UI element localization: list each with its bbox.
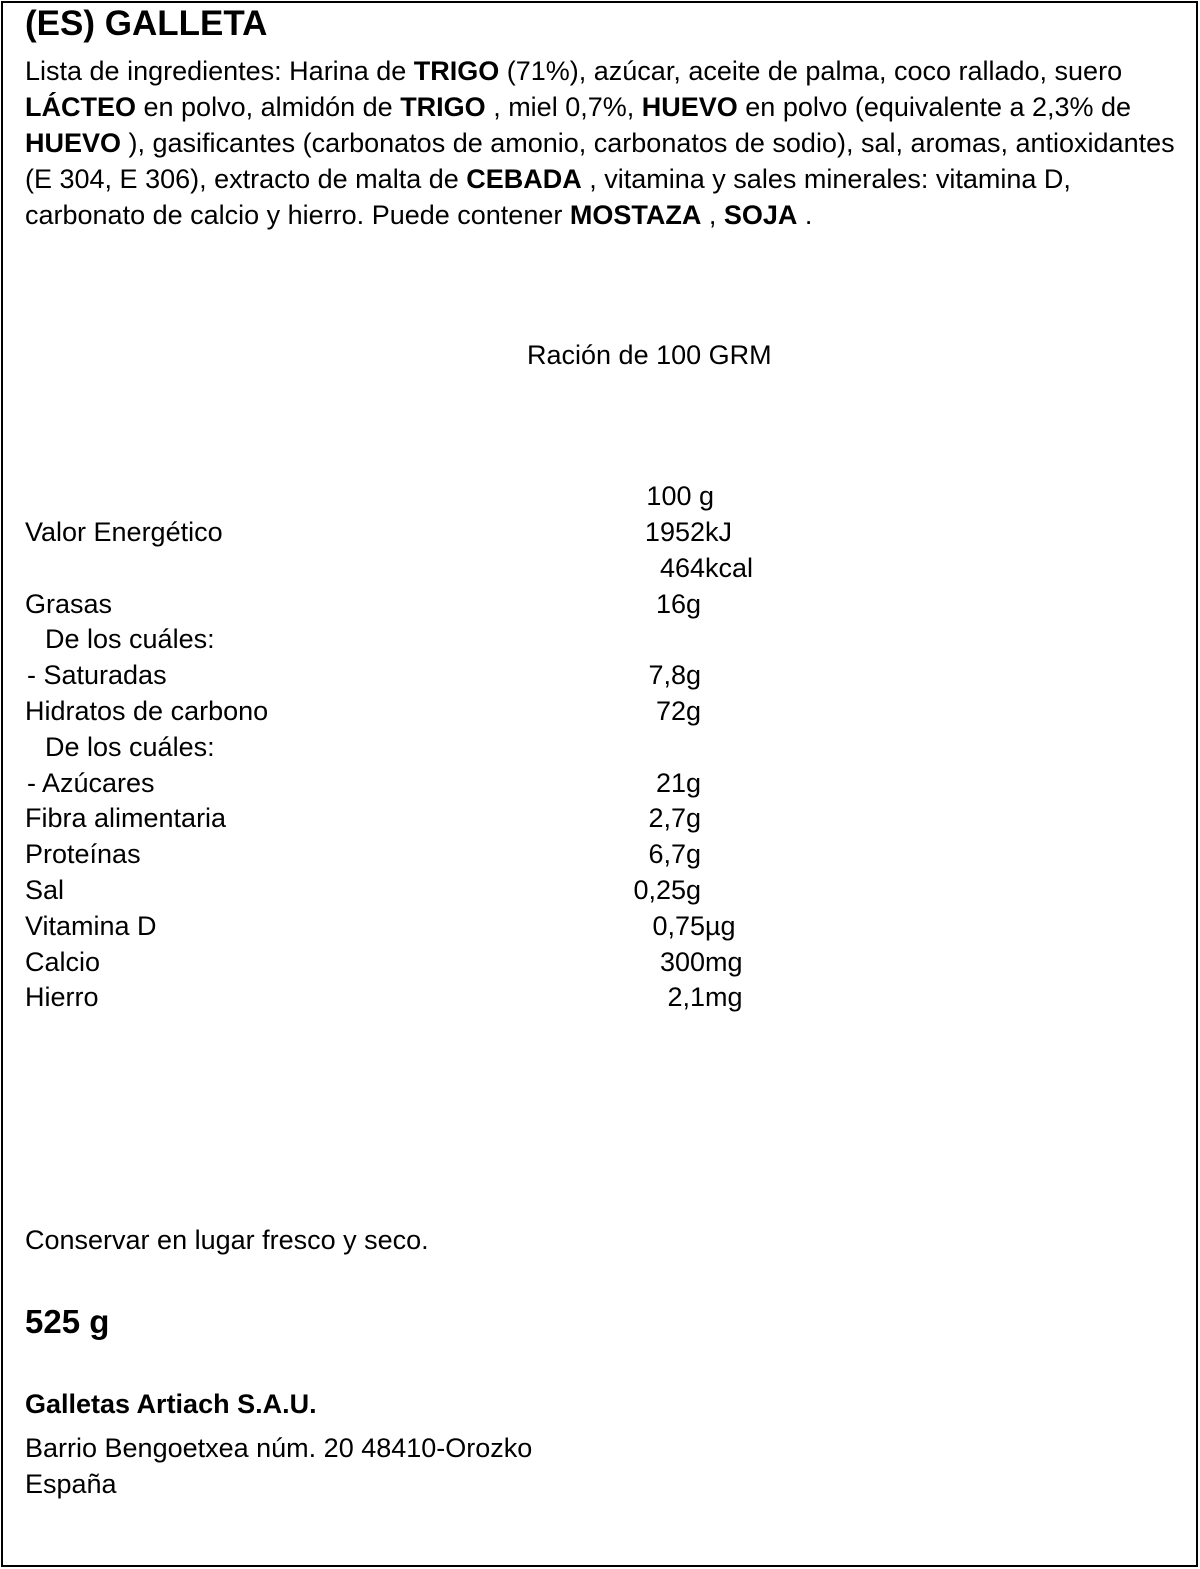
product-title: (ES) GALLETA [25, 4, 268, 43]
nutrient-unit: g [686, 767, 702, 798]
allergen-text: CEBADA [466, 164, 582, 194]
nutrition-row [0, 800, 1200, 836]
nutrition-row [0, 944, 1200, 980]
nutrient-amount: 21 [655, 767, 686, 798]
nutrition-row [0, 621, 1200, 657]
nutrient-amount: 6,7 [648, 839, 686, 870]
nutrition-row [0, 693, 1200, 729]
nutrient-amount: 464 [659, 552, 705, 583]
nutrient-amount: 1952 [644, 517, 705, 547]
company-country: España [25, 1469, 117, 1499]
nutrient-label: Sal [25, 875, 65, 905]
nutrition-row [0, 729, 1200, 765]
nutrient-unit: mg [705, 946, 743, 977]
net-weight: 525 g [25, 1303, 110, 1340]
nutrition-row [0, 979, 1200, 1015]
company-address: Barrio Bengoetxea núm. 20 48410-Orozko [25, 1433, 533, 1463]
nutrient-amount: 300 [659, 946, 705, 977]
allergen-text: TRIGO [413, 56, 500, 86]
ingredient-text: , [701, 200, 724, 230]
allergen-text: LÁCTEO [25, 92, 136, 122]
nutrient-label: Vitamina D [25, 910, 157, 941]
ingredient-text: , vitamina y sales minerales: vitamina D, carbonato de calcio y hierro. Puede contener [25, 164, 1071, 230]
nutrient-label: Grasas [25, 588, 113, 619]
ingredient-text: . [797, 200, 813, 230]
nutrient-unit: µg [705, 910, 736, 941]
nutrition-header: 100 g [646, 481, 714, 511]
ingredient-text: en polvo (equivalente a 2,3% de [737, 92, 1132, 122]
nutrient-unit: g [686, 875, 702, 905]
nutrient-label: Valor Energético [25, 517, 223, 547]
storage-instructions: Conservar en lugar fresco y seco. [25, 1225, 429, 1255]
allergen-text: HUEVO [641, 92, 738, 122]
nutrient-amount: 72 [655, 696, 686, 726]
nutrient-label: Hidratos de carbono [25, 696, 269, 726]
nutrition-row [0, 657, 1200, 693]
nutrient-amount: 16 [655, 588, 686, 619]
ingredient-text: (71%), azúcar, aceite de palma, coco rallado, suero [499, 56, 1123, 86]
allergen-text: MOSTAZA [569, 200, 702, 230]
ingredients-list [25, 53, 1175, 233]
nutrition-row [0, 550, 1200, 586]
nutrition-row [0, 908, 1200, 944]
nutrient-unit: g [686, 696, 702, 726]
nutrient-label: - Saturadas [27, 660, 167, 691]
ingredient-text: ), gasificantes (carbonatos de amonio, carbonatos de sodio), sal, aromas, antioxidantes (E 304, E 306), extracto de malta de [25, 128, 1175, 194]
nutrition-row [0, 872, 1200, 908]
nutrient-label: De los cuáles: [45, 624, 215, 655]
nutrient-label: De los cuáles: [45, 731, 215, 762]
nutrient-unit: kJ [705, 517, 732, 547]
ingredient-text: Lista de ingredientes: Harina de [25, 56, 414, 86]
allergen-text: SOJA [723, 200, 798, 230]
ingredient-text: , miel 0,7%, [485, 92, 642, 122]
serving-size: Ración de 100 GRM [527, 340, 772, 370]
nutrient-label: Hierro [25, 982, 99, 1013]
nutrient-unit: g [686, 660, 702, 691]
nutrient-unit: g [686, 803, 702, 834]
nutrition-header-row [0, 478, 1200, 514]
allergen-text: TRIGO [400, 92, 486, 122]
nutrition-row [0, 836, 1200, 872]
allergen-text: HUEVO [25, 128, 122, 158]
nutrition-row [0, 586, 1200, 622]
nutrient-amount: 7,8 [648, 660, 686, 691]
company-name: Galletas Artiach S.A.U. [25, 1389, 317, 1419]
nutrient-unit: kcal [705, 552, 754, 583]
nutrition-row [0, 514, 1200, 550]
nutrient-label: Calcio [25, 946, 101, 977]
nutrient-amount: 2,1 [667, 982, 705, 1013]
nutrient-amount: 0,25 [633, 875, 686, 905]
nutrient-label: Fibra alimentaria [25, 803, 227, 834]
nutrient-amount: 0,75 [652, 910, 705, 941]
nutrient-unit: mg [705, 982, 743, 1013]
nutrient-amount: 2,7 [648, 803, 686, 834]
nutrient-unit: g [686, 588, 702, 619]
nutrient-label: Proteínas [25, 839, 141, 870]
nutrient-unit: g [686, 839, 702, 870]
nutrition-row [0, 765, 1200, 801]
nutrient-label: - Azúcares [27, 767, 155, 798]
ingredient-text: en polvo, almidón de [136, 92, 401, 122]
